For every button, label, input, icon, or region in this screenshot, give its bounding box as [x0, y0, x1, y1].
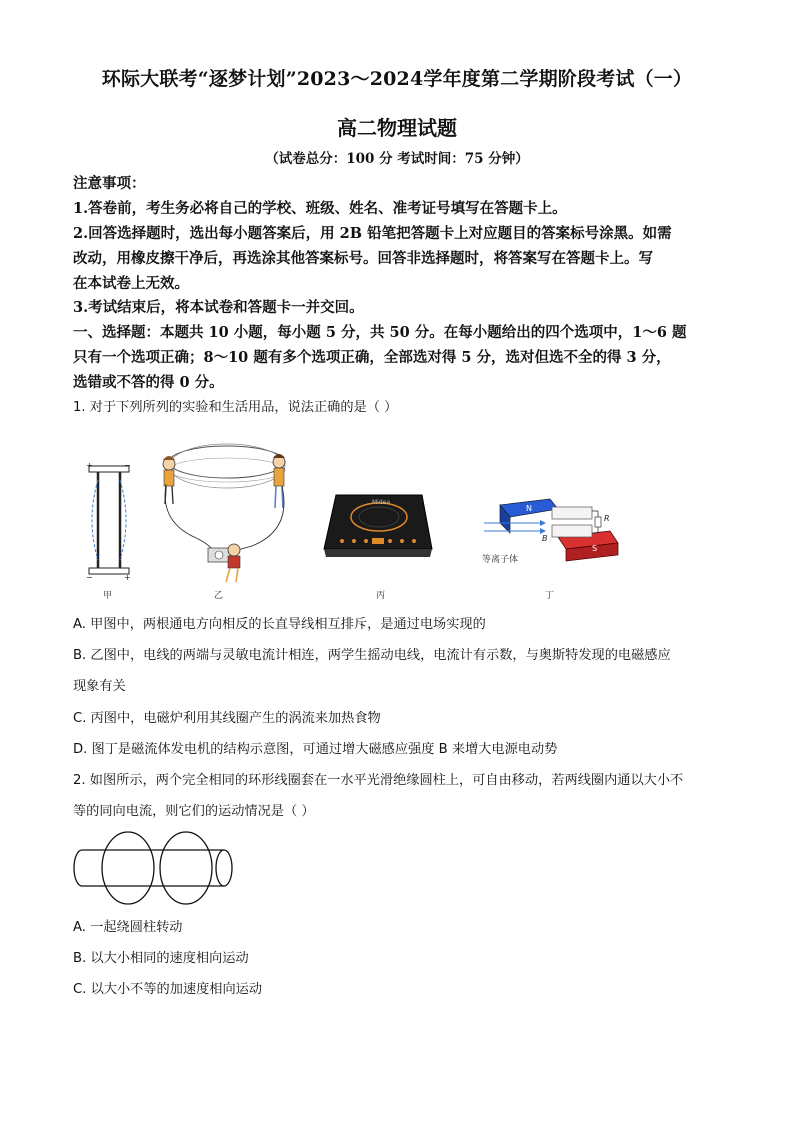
figure-label-ding: 丁 — [545, 591, 555, 601]
q2-option-a: A. 一起绕圆柱转动 — [73, 920, 183, 935]
notice-item-2-line-3: 在本试卷上无效。 — [73, 275, 189, 292]
n-pole-label: N — [526, 504, 532, 513]
svg-text:+: + — [124, 573, 131, 582]
svg-text:−: − — [124, 462, 131, 470]
exam-info: （试卷总分：100 分 考试时间：75 分钟） — [265, 151, 529, 167]
figure-yi-swinging-wire — [152, 440, 302, 588]
q2-option-c: C. 以大小不等的加速度相向运动 — [73, 982, 263, 997]
notice-heading: 注意事项： — [73, 175, 146, 192]
s-pole-label: S — [592, 544, 598, 553]
b-field-label: B — [542, 534, 548, 543]
figure-label-bing: 丙 — [376, 591, 386, 601]
plasma-label: 等离子体 — [482, 555, 519, 565]
figure-jia-parallel-wires — [84, 462, 134, 582]
r-label: R — [604, 514, 610, 523]
exam-title: 环际大联考“逐梦计划”2023～2024学年度第二学期阶段考试（一） — [101, 68, 693, 90]
cooker-brand-label: Midea — [372, 499, 391, 506]
svg-text:+: + — [86, 462, 93, 470]
q2-stem-line-2: 等的同向电流，则它们的运动情况是（ ） — [73, 804, 315, 819]
q1-option-d: D. 图丁是磁流体发电机的结构示意图，可通过增大磁感应强度 B 来增大电源电动势 — [73, 742, 558, 757]
notice-item-1: 1.答卷前，考生务必将自己的学校、班级、姓名、准考证号填写在答题卡上。 — [73, 200, 567, 217]
q2-stem-line-1: 2. 如图所示，两个完全相同的环形线圈套在一水平光滑绝缘圆柱上，可自由移动，若两线圈内通以大小不 — [73, 773, 684, 788]
figure-q2-cylinder-coils — [70, 828, 240, 908]
notice-item-2-line-2: 改动，用橡皮擦干净后，再选涂其他答案标号。回答非选择题时，将答案写在答题卡上。写 — [73, 250, 653, 267]
subject-title: 高二物理试题 — [337, 116, 457, 140]
figure-label-yi: 乙 — [214, 591, 224, 601]
notice-item-2-line-1: 2.回答选择题时，选出每小题答案后，用 2B 铅笔把答题卡上对应题目的答案标号涂黑。如需 — [73, 225, 672, 242]
q1-option-b-line-1: B. 乙图中，电线的两端与灵敏电流计相连，两学生摇动电线，电流计有示数，与奥斯特发现的电磁感应 — [73, 648, 671, 663]
notice-item-3: 3.考试结束后，将本试卷和答题卡一并交回。 — [73, 299, 364, 316]
q1-option-a: A. 甲图中，两根通电方向相反的长直导线相互排斥，是通过电场实现的 — [73, 617, 486, 632]
q1-stem: 1. 对于下列所列的实验和生活用品，说法正确的是（ ） — [73, 400, 398, 415]
figure-label-jia: 甲 — [103, 591, 113, 601]
q2-option-b: B. 以大小相同的速度相向运动 — [73, 951, 249, 966]
q1-option-b-line-2: 现象有关 — [73, 679, 126, 694]
section1-line-3: 选错或不答的得 0 分。 — [73, 374, 224, 391]
svg-text:−: − — [86, 573, 93, 582]
section1-line-2: 只有一个选项正确；8～10 题有多个选项正确，全部选对得 5 分，选对但选不全的得 3 分， — [73, 349, 671, 366]
q1-option-c: C. 丙图中，电磁炉利用其线圈产生的涡流来加热食物 — [73, 711, 381, 726]
figure-bing-induction-cooker — [322, 487, 434, 567]
section1-line-1: 一、选择题：本题共 10 小题，每小题 5 分，共 50 分。在每小题给出的四个选项中，1～6 题 — [73, 324, 687, 341]
